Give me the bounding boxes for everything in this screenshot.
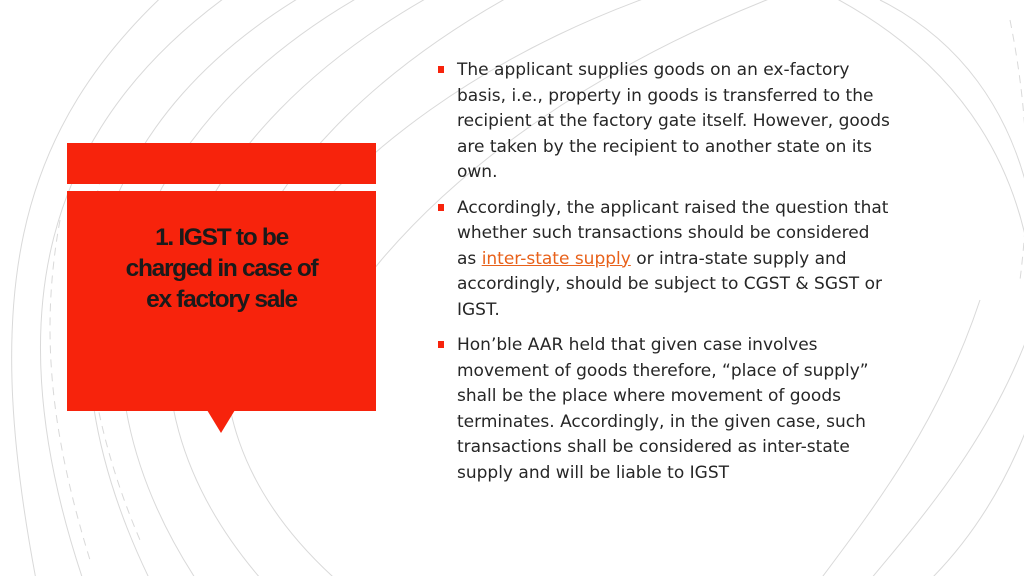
bullet-item bbox=[438, 196, 958, 324]
bullet-line: shall be the place where movement of goods bbox=[457, 386, 841, 406]
bullet-text bbox=[457, 333, 958, 486]
bullet-line: whether such transactions should be considered bbox=[457, 223, 870, 243]
title-box-pointer bbox=[207, 410, 235, 433]
accent-strip bbox=[67, 143, 376, 184]
title-line: 1. IGST to be bbox=[155, 224, 288, 251]
bullet-line: accordingly, should be subject to CGST & SGST or bbox=[457, 274, 882, 294]
bullet-line: Hon’ble AAR held that given case involves bbox=[457, 335, 818, 355]
bullet-item bbox=[438, 333, 958, 486]
bullet-line: basis, i.e., property in goods is transferred to the bbox=[457, 85, 874, 106]
bullet-line: are taken by the recipient to another state on its bbox=[457, 136, 873, 157]
bullet-text-fragment: as bbox=[457, 248, 482, 269]
bullet-line: IGST. bbox=[457, 299, 500, 320]
square-bullet-icon bbox=[438, 66, 444, 73]
title-line: charged in case of bbox=[125, 255, 318, 282]
bullet-list bbox=[438, 58, 958, 496]
bullet-line: Accordingly, the applicant raised the question that bbox=[457, 197, 889, 218]
bullet-line bbox=[457, 247, 958, 273]
square-bullet-icon bbox=[438, 204, 444, 211]
bullet-item bbox=[438, 58, 958, 186]
slide-title bbox=[67, 222, 376, 315]
bullet-line: own. bbox=[457, 162, 498, 182]
bullet-line: recipient at the factory gate itself. However, goods bbox=[457, 111, 890, 131]
bullet-line: terminates. Accordingly, in the given case, such bbox=[457, 411, 866, 432]
bullet-line: movement of goods therefore, “place of supply” bbox=[457, 360, 869, 381]
bullet-text bbox=[457, 196, 958, 324]
title-line: ex factory sale bbox=[146, 286, 297, 313]
bullet-line: transactions shall be considered as inter-state bbox=[457, 437, 850, 457]
bullet-line: supply and will be liable to IGST bbox=[457, 462, 729, 483]
bullet-text-fragment: or intra-state supply and bbox=[630, 248, 847, 269]
bullet-line: The applicant supplies goods on an ex-factory bbox=[457, 60, 850, 80]
inter-state-supply-link[interactable]: inter-state supply bbox=[481, 248, 631, 269]
square-bullet-icon bbox=[438, 341, 444, 348]
bullet-text bbox=[457, 58, 958, 186]
